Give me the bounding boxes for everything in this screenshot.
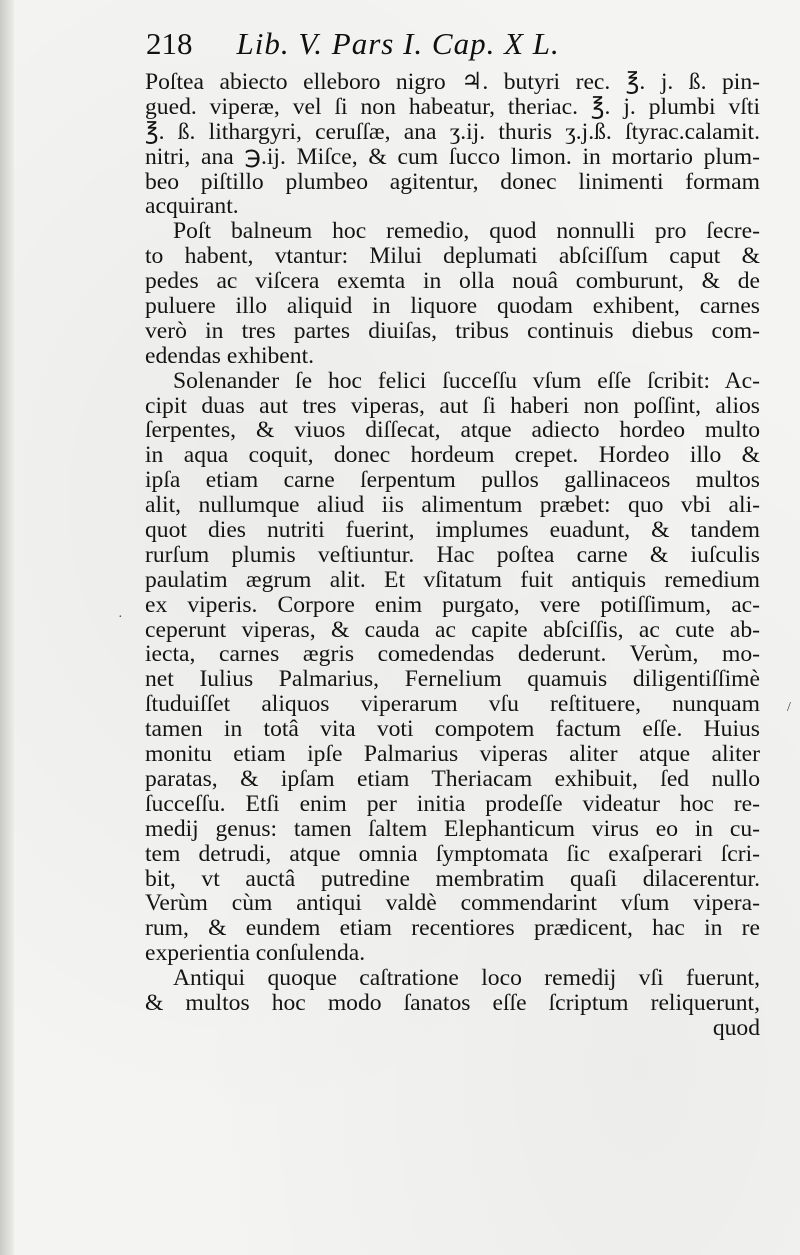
text-line: ℥. ß. lithargyri, ceruſſæ, ana ʒ.ij. thuris ʒ.j.ß. ſtyrac.calamit.	[145, 118, 760, 145]
text-line: bit, vt auctâ putredine membratim quaſi dilacerentur.	[145, 865, 760, 892]
text-line: nitri, ana ℈.ij. Miſce, & cum ſucco limon. in mortario plum-	[145, 143, 760, 170]
text-line: rurſum plumis veſtiuntur. Hac poſtea carne & iuſculis	[145, 541, 760, 568]
text-line: in aqua coquit, donec hordeum crepet. Hordeo illo &	[145, 442, 760, 469]
text-line: quot dies nutriti fuerint, implumes euadunt, & tandem	[145, 517, 760, 544]
text-line: iecta, carnes ægris comedendas dederunt. Verùm, mo-	[145, 641, 760, 668]
text-line: beo piſtillo plumbeo agitentur, donec linimenti formam	[145, 168, 760, 195]
text-line: puluere illo aliquid in liquore quodam exhibent, carnes	[145, 293, 760, 320]
text-line: Poſtea abiecto elleboro nigro ♃. butyri rec. ℥. j. ß. pin-	[145, 69, 760, 95]
text-line: tem detrudi, atque omnia ſymptomata ſic exaſperari ſcri-	[145, 840, 760, 867]
page-gutter-shadow	[0, 0, 14, 1255]
paragraph-start-line: Solenander ſe hoc felici ſucceſſu vſum eſſe ſcribit: Ac-	[173, 367, 760, 394]
page-number: 218	[146, 26, 193, 61]
chapter-heading: Lib. V. Pars I. Cap. X L.	[236, 26, 560, 61]
body-text	[145, 70, 765, 1041]
text-line: ſucceſſu. Etſi enim per initia prodeſſe videatur hoc re-	[145, 790, 760, 817]
text-line: experientia conſulenda.	[145, 940, 366, 967]
paragraph-start-line: Antiqui quoque caſtratione loco remedij vſi fuerunt,	[173, 965, 760, 992]
text-line: tamen in totâ vita voti compotem factum eſſe. Huius	[145, 716, 760, 743]
text-line: cipit duas aut tres viperas, aut ſi haberi non poſſint, alios	[145, 392, 760, 419]
text-line: paratas, & ipſam etiam Theriacam exhibuit, ſed nullo	[145, 765, 760, 792]
paragraph-start-line: Poſt balneum hoc remedio, quod nonnulli pro ſecre-	[173, 218, 760, 245]
text-line: Verùm cùm antiqui valdè commendarint vſum vipera-	[145, 890, 760, 917]
text-line: monitu etiam ipſe Palmarius viperas aliter atque aliter	[145, 741, 760, 768]
text-line: alit, nullumque aliud iis alimentum præbet: quo vbi ali-	[145, 492, 760, 519]
text-line: pedes ac viſcera exemta in olla nouâ comburunt, & de	[145, 268, 760, 295]
text-line: ipſa etiam carne ſerpentum pullos gallinaceos multos	[145, 467, 760, 494]
text-line: rum, & eundem etiam recentiores prædicent, hac in re	[145, 915, 760, 942]
text-line: ceperunt viperas, & cauda ac capite abſciſſis, ac cute ab-	[145, 616, 760, 643]
margin-mark: /	[787, 700, 791, 715]
text-line: gued. viperæ, vel ſi non habeatur, theriac. ℥. j. plumbi vſti	[145, 93, 760, 120]
text-line: ex viperis. Corpore enim purgato, vere potiſſimum, ac-	[145, 591, 760, 618]
text-line: edendas exhibent.	[145, 342, 315, 369]
text-line: acquirant.	[145, 193, 239, 220]
text-line: net Iulius Palmarius, Fernelium quamuis diligentiſſimè	[145, 666, 760, 693]
catchword: quod	[712, 1014, 760, 1041]
text-line: paulatim ægrum alit. Et vſitatum fuit antiquis remedium	[145, 566, 760, 593]
text-line: to habent, vtantur: Milui deplumati abſciſſum caput &	[145, 243, 760, 270]
running-head	[146, 26, 560, 70]
margin-dot: ·	[118, 610, 123, 625]
text-line: verò in tres partes diuiſas, tribus continuis diebus com-	[145, 317, 760, 344]
text-line: ſerpentes, & viuos diſſecat, atque adiecto hordeo multo	[145, 417, 760, 444]
text-line: medij genus: tamen ſaltem Elephanticum virus eo in cu-	[145, 815, 760, 842]
text-line: & multos hoc modo ſanatos eſſe ſcriptum reliquerunt,	[145, 989, 760, 1016]
text-line: ſtuduiſſet aliquos viperarum vſu reſtituere, nunquam	[145, 691, 760, 718]
